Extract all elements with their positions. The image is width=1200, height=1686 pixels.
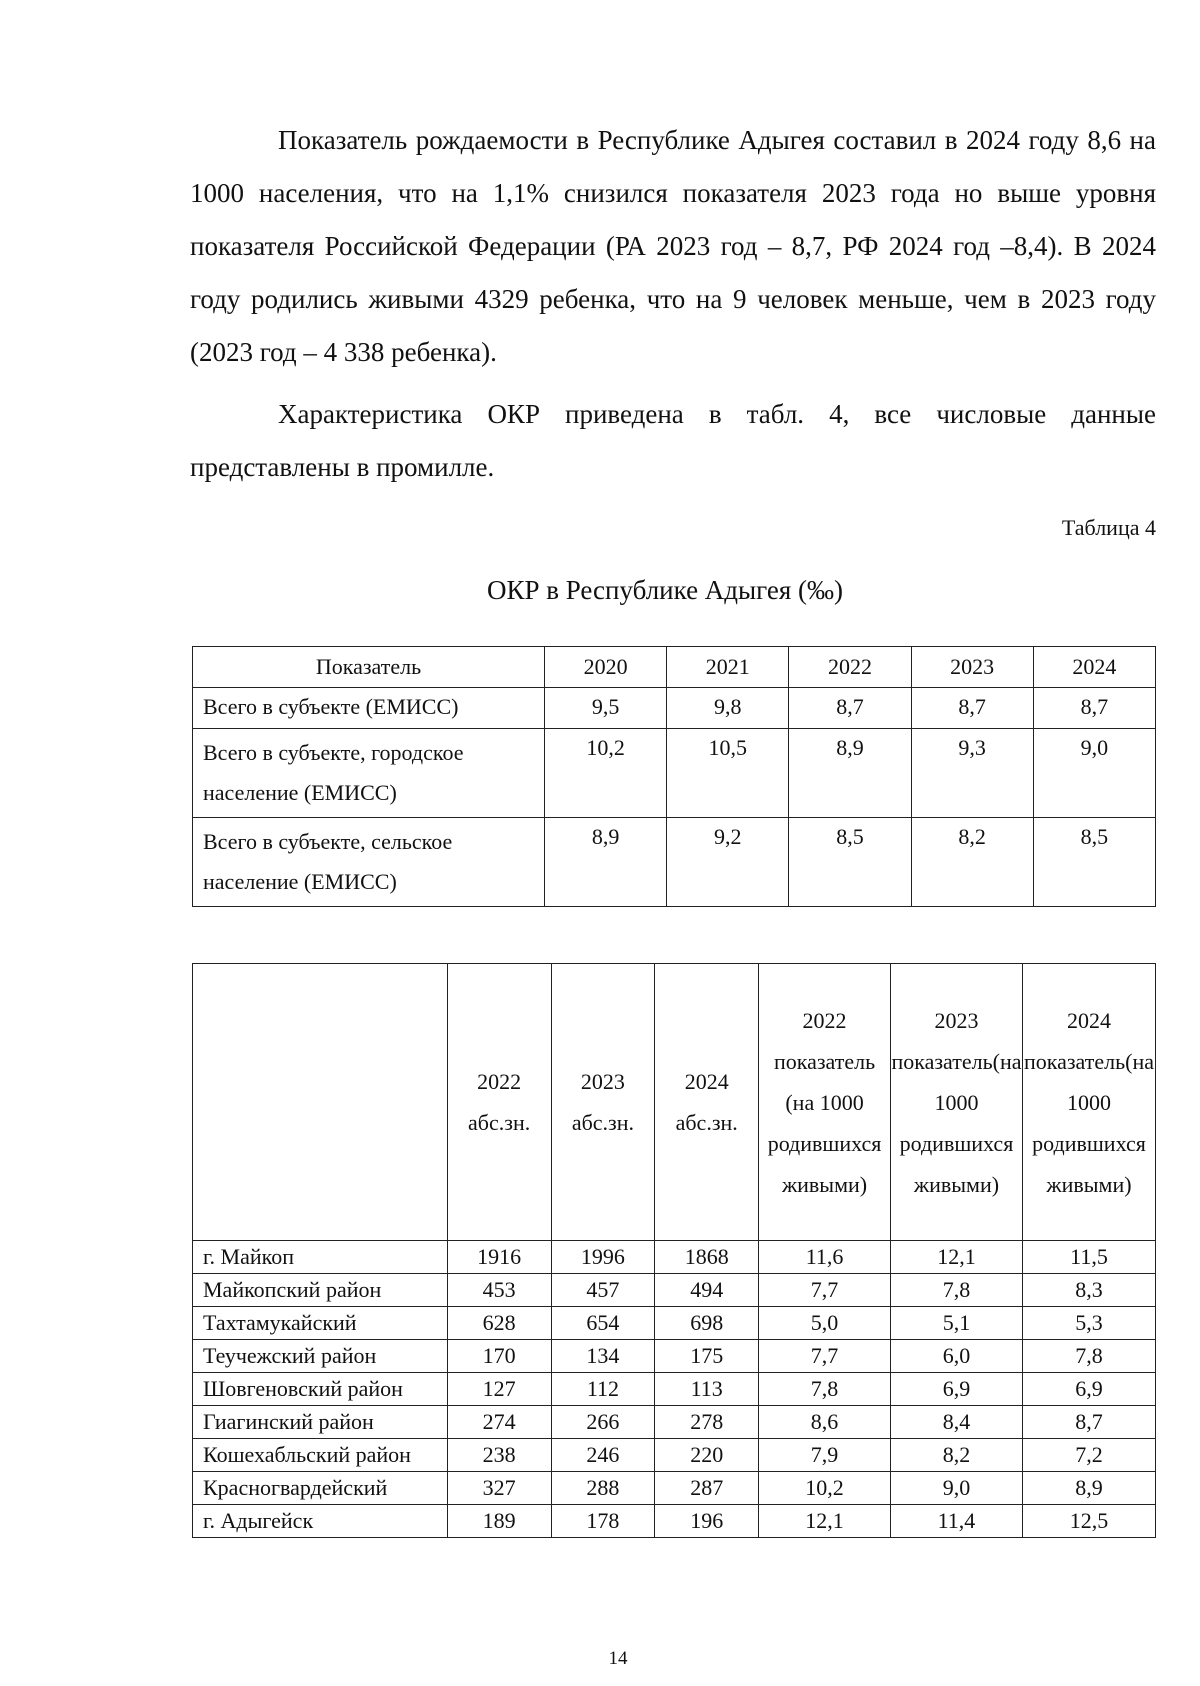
table-cell: 278: [655, 1406, 759, 1439]
row-label: Всего в субъекте, городское население (ЕМИСС): [193, 729, 545, 818]
table-cell: 9,3: [911, 729, 1033, 818]
table-cell: 5,3: [1022, 1307, 1155, 1340]
table-cell: 266: [551, 1406, 655, 1439]
table-cell: 8,9: [1022, 1472, 1155, 1505]
table-cell: 287: [655, 1472, 759, 1505]
header-cell: 2024: [1033, 647, 1155, 688]
table-cell: 654: [551, 1307, 655, 1340]
district-name: Майкопский район: [193, 1274, 448, 1307]
district-name: г. Адыгейск: [193, 1505, 448, 1538]
header-cell: 2020: [544, 647, 666, 688]
district-name: Красногвардейский: [193, 1472, 448, 1505]
header-cell: 2023 абс.зн.: [551, 964, 655, 1241]
table-cell: 12,1: [759, 1505, 891, 1538]
table-cell: 7,9: [759, 1439, 891, 1472]
district-name: Тахтамукайский: [193, 1307, 448, 1340]
table-cell: 7,8: [1022, 1340, 1155, 1373]
table-cell: 8,5: [789, 818, 911, 907]
table-cell: 178: [551, 1505, 655, 1538]
table-cell: 8,9: [789, 729, 911, 818]
table-cell: 8,2: [911, 818, 1033, 907]
table-cell: 134: [551, 1340, 655, 1373]
table-cell: 113: [655, 1373, 759, 1406]
table-cell: 175: [655, 1340, 759, 1373]
table-row: [193, 1373, 1156, 1406]
table-cell: 8,7: [911, 688, 1033, 729]
table-cell: 127: [447, 1373, 551, 1406]
table-row: [193, 1406, 1156, 1439]
header-cell: [193, 964, 448, 1241]
table-row: [193, 1340, 1156, 1373]
table-cell: 288: [551, 1472, 655, 1505]
table-cell: 698: [655, 1307, 759, 1340]
birth-rate-table: [192, 646, 1156, 907]
table-cell: 9,0: [1033, 729, 1155, 818]
table-cell: 628: [447, 1307, 551, 1340]
table-cell: 8,7: [1033, 688, 1155, 729]
header-cell: 2022: [789, 647, 911, 688]
table-cell: 9,8: [667, 688, 789, 729]
table-cell: 11,5: [1022, 1241, 1155, 1274]
table-cell: 6,0: [890, 1340, 1022, 1373]
table-cell: 457: [551, 1274, 655, 1307]
row-label: Всего в субъекте, сельское население (ЕМИСС): [193, 818, 545, 907]
district-birth-table: [192, 963, 1156, 1538]
table-cell: 7,8: [759, 1373, 891, 1406]
table-cell: 8,2: [890, 1439, 1022, 1472]
table-header-row: [193, 647, 1156, 688]
table-cell: 12,1: [890, 1241, 1022, 1274]
header-cell: 2023: [911, 647, 1033, 688]
table-cell: 8,7: [1022, 1406, 1155, 1439]
header-cell: 2022 показатель (на 1000 родившихся живыми): [759, 964, 891, 1241]
header-cell: 2021: [667, 647, 789, 688]
table-title: ОКР в Республике Адыгея (‰): [486, 575, 844, 605]
paragraph-birth-rate: Показатель рождаемости в Республике Адыгея составил в 2024 году 8,6 на 1000 населения, что на 1,1% снизился показателя 2023 года но выше уровня показателя Российской Федерации (РА 2023 год – 8,7, РФ 2024 год –8,4). В 2024 году родились живыми 4329 ребенка, что на 9 человек меньше, чем в 2023 году (2023 год – 4 338 ребенка).: [190, 125, 1156, 367]
table-cell: 9,0: [890, 1472, 1022, 1505]
table-row: [193, 1439, 1156, 1472]
table-cell: 327: [447, 1472, 551, 1505]
table-row: [193, 1274, 1156, 1307]
table-cell: 8,3: [1022, 1274, 1155, 1307]
table-cell: 11,6: [759, 1241, 891, 1274]
table-cell: 7,2: [1022, 1439, 1155, 1472]
table-cell: 10,2: [544, 729, 666, 818]
table-label: Таблица 4: [1061, 515, 1156, 540]
header-cell: 2023 показатель(на 1000 родившихся живыми): [890, 964, 1022, 1241]
table-cell: 8,9: [544, 818, 666, 907]
table-cell: 170: [447, 1340, 551, 1373]
table-cell: 220: [655, 1439, 759, 1472]
table-row: [193, 1241, 1156, 1274]
table-cell: 8,6: [759, 1406, 891, 1439]
header-cell: 2024 показатель(на 1000 родившихся живыми): [1022, 964, 1155, 1241]
district-name: Теучежский район: [193, 1340, 448, 1373]
table-row: [193, 729, 1156, 818]
row-label: Всего в субъекте (ЕМИСС): [193, 688, 545, 729]
table-cell: 8,5: [1033, 818, 1155, 907]
header-cell: 2024 абс.зн.: [655, 964, 759, 1241]
table-cell: 1996: [551, 1241, 655, 1274]
table-cell: 238: [447, 1439, 551, 1472]
table-cell: 189: [447, 1505, 551, 1538]
table-row: [193, 688, 1156, 729]
table-cell: 6,9: [1022, 1373, 1155, 1406]
district-name: г. Майкоп: [193, 1241, 448, 1274]
table-cell: 274: [447, 1406, 551, 1439]
table-cell: 12,5: [1022, 1505, 1155, 1538]
table-cell: 8,7: [789, 688, 911, 729]
table-header-row: [193, 964, 1156, 1241]
table-cell: 196: [655, 1505, 759, 1538]
table-row: [193, 818, 1156, 907]
district-name: Гиагинский район: [193, 1406, 448, 1439]
table-cell: 10,5: [667, 729, 789, 818]
table-cell: 7,7: [759, 1274, 891, 1307]
table-row: [193, 1307, 1156, 1340]
header-cell: Показатель: [193, 647, 545, 688]
table-cell: 5,0: [759, 1307, 891, 1340]
header-cell: 2022 абс.зн.: [447, 964, 551, 1241]
table-cell: 9,5: [544, 688, 666, 729]
table-cell: 11,4: [890, 1505, 1022, 1538]
table-cell: 1868: [655, 1241, 759, 1274]
paragraph-table-reference: Характеристика ОКР приведена в табл. 4, все числовые данные представлены в промилле.: [190, 399, 1156, 482]
page-number: 14: [608, 1648, 628, 1669]
table-cell: 453: [447, 1274, 551, 1307]
table-cell: 112: [551, 1373, 655, 1406]
table-cell: 494: [655, 1274, 759, 1307]
table-cell: 10,2: [759, 1472, 891, 1505]
district-name: Шовгеновский район: [193, 1373, 448, 1406]
table-cell: 9,2: [667, 818, 789, 907]
table-cell: 7,8: [890, 1274, 1022, 1307]
table-cell: 246: [551, 1439, 655, 1472]
table-cell: 6,9: [890, 1373, 1022, 1406]
table-row: [193, 1505, 1156, 1538]
district-name: Кошехабльский район: [193, 1439, 448, 1472]
table-cell: 7,7: [759, 1340, 891, 1373]
table-cell: 5,1: [890, 1307, 1022, 1340]
table-row: [193, 1472, 1156, 1505]
table-cell: 1916: [447, 1241, 551, 1274]
table-cell: 8,4: [890, 1406, 1022, 1439]
